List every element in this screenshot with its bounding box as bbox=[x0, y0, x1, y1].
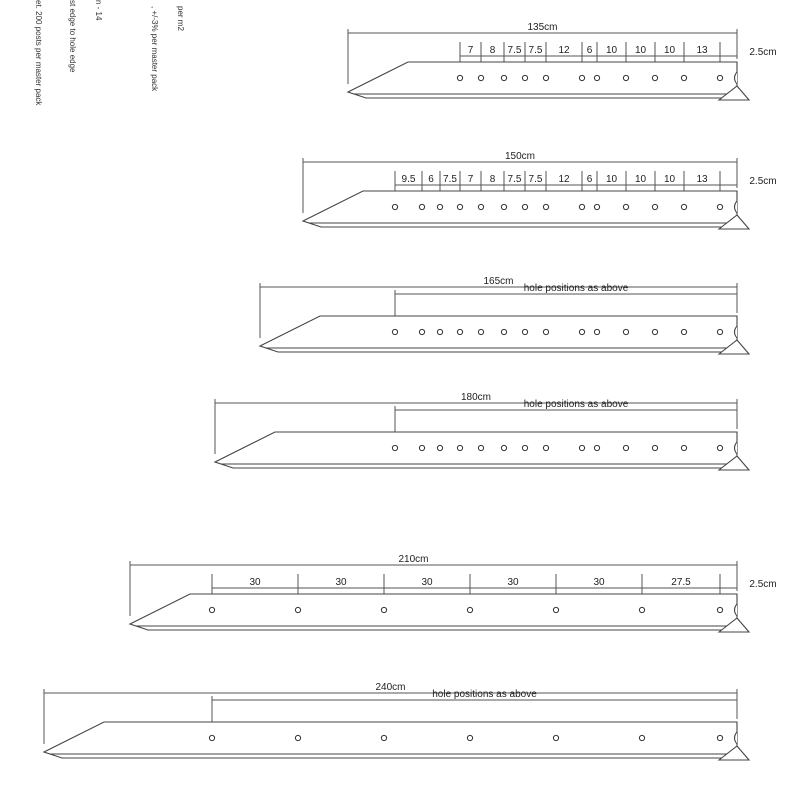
hole bbox=[543, 445, 548, 450]
posts bbox=[44, 22, 777, 760]
post-body bbox=[348, 62, 737, 98]
segment-label: 13 bbox=[696, 45, 708, 56]
hole bbox=[478, 75, 483, 80]
hole bbox=[392, 329, 397, 334]
hole bbox=[209, 607, 214, 612]
hole bbox=[681, 75, 686, 80]
hole bbox=[594, 329, 599, 334]
segment-label: 7 bbox=[467, 45, 474, 56]
hole bbox=[295, 607, 300, 612]
hole bbox=[652, 204, 657, 209]
hole bbox=[623, 204, 628, 209]
segment-label: 12 bbox=[558, 45, 570, 56]
length-label: 180cm bbox=[460, 392, 492, 403]
hole bbox=[522, 75, 527, 80]
segment-label: 6 bbox=[586, 45, 593, 56]
hole bbox=[522, 329, 527, 334]
hole bbox=[381, 607, 386, 612]
segment-label: 12 bbox=[558, 174, 570, 185]
hole bbox=[381, 735, 386, 740]
hole bbox=[543, 75, 548, 80]
segment-label: 10 bbox=[634, 45, 647, 56]
post-body bbox=[303, 191, 737, 227]
hole-positions-caption: hole positions as above bbox=[523, 399, 629, 410]
length-label: 240cm bbox=[375, 682, 406, 693]
hole bbox=[501, 75, 506, 80]
hole bbox=[553, 607, 558, 612]
hole bbox=[522, 445, 527, 450]
hole bbox=[419, 329, 424, 334]
hole bbox=[594, 75, 599, 80]
segment-label: 7.5 bbox=[528, 45, 543, 56]
post-body bbox=[215, 432, 737, 468]
end-offset-label: 2.5cm bbox=[749, 579, 777, 590]
segment-label: 8 bbox=[489, 45, 496, 56]
hole bbox=[392, 445, 397, 450]
segment-label: 7.5 bbox=[443, 174, 457, 185]
length-label: 150cm bbox=[504, 151, 536, 162]
hole bbox=[652, 75, 657, 80]
hole bbox=[457, 75, 462, 80]
segment-label: 30 bbox=[421, 577, 433, 588]
hole bbox=[623, 75, 628, 80]
hole bbox=[681, 329, 686, 334]
post-body bbox=[130, 594, 737, 630]
hole bbox=[717, 75, 722, 80]
post-drawing bbox=[130, 554, 777, 632]
hole bbox=[681, 445, 686, 450]
hole bbox=[639, 735, 644, 740]
segment-label: 10 bbox=[605, 174, 618, 185]
side-note: per m2 bbox=[176, 6, 185, 31]
hole bbox=[467, 607, 472, 612]
post-drawing bbox=[260, 276, 749, 354]
side-notes bbox=[34, 0, 185, 106]
hole bbox=[543, 204, 548, 209]
post-body bbox=[44, 722, 737, 758]
length-label: 210cm bbox=[398, 554, 429, 565]
hole bbox=[522, 204, 527, 209]
hole bbox=[419, 204, 424, 209]
side-note: st edge to hole edge bbox=[68, 0, 77, 73]
hole bbox=[579, 204, 584, 209]
hole bbox=[437, 329, 442, 334]
hole bbox=[457, 204, 462, 209]
length-label: 135cm bbox=[527, 22, 558, 33]
hole bbox=[543, 329, 548, 334]
hole bbox=[623, 329, 628, 334]
segment-label: 10 bbox=[605, 45, 618, 56]
hole-positions-caption: hole positions as above bbox=[432, 689, 537, 700]
hole bbox=[419, 445, 424, 450]
hole bbox=[478, 204, 483, 209]
hole bbox=[501, 204, 506, 209]
hole bbox=[652, 445, 657, 450]
segment-label: 30 bbox=[249, 577, 261, 588]
side-note: n - 14 bbox=[94, 0, 103, 21]
segment-label: 10 bbox=[634, 174, 647, 185]
segment-label: 8 bbox=[489, 174, 496, 185]
segment-label: 7.5 bbox=[507, 45, 522, 56]
hole bbox=[594, 445, 599, 450]
length-label: 165cm bbox=[483, 276, 514, 287]
hole bbox=[478, 445, 483, 450]
hole bbox=[295, 735, 300, 740]
hole bbox=[717, 445, 722, 450]
hole bbox=[652, 329, 657, 334]
segment-label: 30 bbox=[507, 577, 519, 588]
hole-positions-caption: hole positions as above bbox=[523, 283, 629, 294]
post-drawing bbox=[348, 22, 777, 100]
hole bbox=[467, 735, 472, 740]
post-body bbox=[260, 316, 737, 352]
post-drawing bbox=[303, 151, 777, 229]
hole bbox=[717, 735, 722, 740]
hole bbox=[478, 329, 483, 334]
hole bbox=[639, 607, 644, 612]
hole bbox=[579, 329, 584, 334]
segment-label: 30 bbox=[335, 577, 347, 588]
hole bbox=[579, 445, 584, 450]
end-offset-label: 2.5cm bbox=[749, 47, 777, 58]
segment-label: 7.5 bbox=[507, 174, 522, 185]
post-drawing bbox=[44, 682, 749, 760]
hole bbox=[579, 75, 584, 80]
hole bbox=[209, 735, 214, 740]
hole bbox=[553, 735, 558, 740]
hole bbox=[437, 204, 442, 209]
segment-label: 10 bbox=[663, 45, 676, 56]
segment-label: 6 bbox=[586, 174, 593, 185]
hole bbox=[717, 329, 722, 334]
segment-label: 6 bbox=[428, 174, 434, 185]
segment-label: 13 bbox=[696, 174, 708, 185]
segment-label: 27.5 bbox=[671, 577, 691, 588]
hole bbox=[681, 204, 686, 209]
segment-label: 9.5 bbox=[401, 174, 416, 185]
hole bbox=[717, 607, 722, 612]
hole bbox=[501, 329, 506, 334]
post-drawing bbox=[215, 392, 749, 470]
side-note: et. 200 posts per master pack bbox=[34, 0, 43, 106]
hole bbox=[501, 445, 506, 450]
hole bbox=[437, 445, 442, 450]
hole bbox=[623, 445, 628, 450]
hole bbox=[457, 329, 462, 334]
segment-label: 7 bbox=[467, 174, 474, 185]
side-note: , +/-3% per master pack bbox=[150, 6, 159, 92]
hole bbox=[392, 204, 397, 209]
hole bbox=[717, 204, 722, 209]
end-offset-label: 2.5cm bbox=[749, 176, 777, 187]
hole bbox=[457, 445, 462, 450]
segment-label: 7.5 bbox=[528, 174, 543, 185]
segment-label: 30 bbox=[593, 577, 605, 588]
hole bbox=[594, 204, 599, 209]
segment-label: 10 bbox=[663, 174, 676, 185]
